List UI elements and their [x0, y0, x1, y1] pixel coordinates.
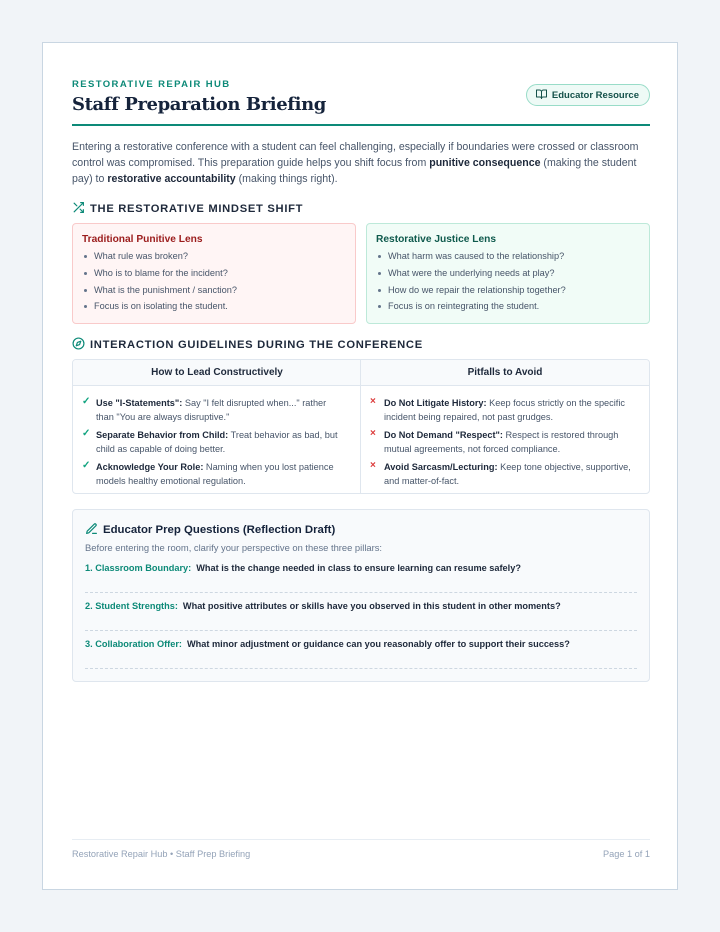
guideline-dont: [384, 429, 634, 456]
guideline-term: Do Not Demand "Respect":: [384, 430, 503, 440]
prep-question: [85, 563, 521, 573]
book-open-icon: [536, 89, 547, 102]
pencil-icon: [85, 522, 98, 538]
cross-icon: ×: [370, 396, 376, 407]
guideline-text: Naming when you lost patience models healthy emotional regulation.: [96, 462, 334, 486]
question-label: 2. Student Strengths:: [85, 601, 178, 611]
answer-line[interactable]: [85, 592, 637, 593]
list-item: Focus is on isolating the student.: [82, 298, 346, 315]
guideline-do: [96, 461, 346, 488]
question-text: What is the change needed in class to ensure learning can resume safely?: [196, 563, 521, 573]
guidelines-table: [72, 359, 650, 494]
compass-icon: [72, 337, 85, 353]
intro-emphasis: restorative accountability: [107, 173, 236, 185]
guideline-term: Do Not Litigate History:: [384, 398, 487, 408]
list-item: Focus is on reintegrating the student.: [376, 298, 640, 315]
question-text: What minor adjustment or guidance can you reasonably offer to support their success?: [187, 639, 570, 649]
check-icon: ✓: [82, 460, 91, 471]
document-page: [42, 42, 678, 890]
column-header-pitfalls: Pitfalls to Avoid: [467, 367, 543, 378]
justice-lens-list: [376, 248, 640, 315]
page-title: Staff Preparation Briefing: [72, 94, 326, 115]
mindset-heading-text: THE RESTORATIVE MINDSET SHIFT: [90, 203, 304, 215]
justice-lens-card: [366, 223, 650, 324]
prep-title-text: Educator Prep Questions (Reflection Draft): [103, 524, 336, 536]
check-icon: ✓: [82, 428, 91, 439]
prep-question: [85, 639, 570, 649]
guideline-term: Separate Behavior from Child:: [96, 430, 229, 440]
shuffle-icon: [72, 201, 85, 217]
prep-questions-card: [72, 509, 650, 682]
educator-resource-badge: [526, 84, 650, 106]
justice-lens-title: Restorative Justice Lens: [376, 234, 497, 245]
page-number: Page 1 of 1: [603, 849, 650, 859]
intro-emphasis: punitive consequence: [429, 157, 541, 169]
prep-subtitle: Before entering the room, clarify your perspective on these three pillars:: [85, 542, 383, 553]
guideline-text: Respect is restored through mutual agreements, not forced compliance.: [384, 430, 619, 454]
list-item: What were the underlying needs at play?: [376, 265, 640, 282]
column-divider: [360, 360, 361, 493]
punitive-lens-title: Traditional Punitive Lens: [82, 234, 203, 245]
title-rule: [72, 124, 650, 126]
question-label: 3. Collaboration Offer:: [85, 639, 182, 649]
intro-text: (making things right).: [235, 173, 338, 185]
guideline-do: [96, 429, 346, 456]
intro-paragraph: [72, 139, 650, 187]
list-item: Who is to blame for the incident?: [82, 265, 346, 282]
check-icon: ✓: [82, 396, 91, 407]
cross-icon: ×: [370, 460, 376, 471]
guideline-text: Say "I felt disrupted when..." rather than "You are always disruptive.": [96, 398, 327, 422]
guideline-dont: [384, 397, 634, 424]
list-item: What is the punishment / sanction?: [82, 282, 346, 299]
mindset-heading: [72, 201, 303, 217]
list-item: What rule was broken?: [82, 248, 346, 265]
answer-line[interactable]: [85, 668, 637, 669]
intro-text: (making the student pay) to: [72, 157, 637, 185]
punitive-lens-card: [72, 223, 356, 324]
list-item: What harm was caused to the relationship?: [376, 248, 640, 265]
guidelines-table-header: [73, 360, 649, 386]
prep-title: [85, 522, 335, 538]
guidelines-heading-text: INTERACTION GUIDELINES DURING THE CONFERENCE: [90, 339, 423, 351]
prep-question: [85, 601, 561, 611]
guideline-term: Avoid Sarcasm/Lecturing:: [384, 462, 498, 472]
footer-title: Restorative Repair Hub • Staff Prep Briefing: [72, 849, 251, 859]
badge-label: Educator Resource: [551, 89, 639, 101]
question-label: 1. Classroom Boundary:: [85, 563, 192, 573]
guideline-text: Keep tone objective, supportive, and matter-of-fact.: [384, 462, 631, 486]
guideline-text: Treat behavior as bad, but child as capable of doing better.: [96, 430, 338, 454]
guideline-dont: [384, 461, 634, 488]
guideline-do: [96, 397, 346, 424]
list-item: How do we repair the relationship together?: [376, 282, 640, 299]
guideline-term: Acknowledge Your Role:: [96, 462, 204, 472]
answer-line[interactable]: [85, 630, 637, 631]
question-text: What positive attributes or skills have you observed in this student in other moments?: [182, 601, 561, 611]
column-header-lead: How to Lead Constructively: [151, 367, 283, 378]
guideline-term: Use "I-Statements":: [96, 398, 183, 408]
footer-rule: [72, 839, 650, 840]
hub-eyebrow: RESTORATIVE REPAIR HUB: [72, 79, 231, 90]
guideline-text: Keep focus strictly on the specific incident being repaired, not past grudges.: [384, 398, 625, 422]
intro-text: Entering a restorative conference with a student can feel challenging, especially if boundaries were crossed or classroom control was compromised. This preparation guide helps you shift focus from: [72, 141, 639, 169]
cross-icon: ×: [370, 428, 376, 439]
guidelines-heading: [72, 337, 423, 353]
punitive-lens-list: [82, 248, 346, 315]
